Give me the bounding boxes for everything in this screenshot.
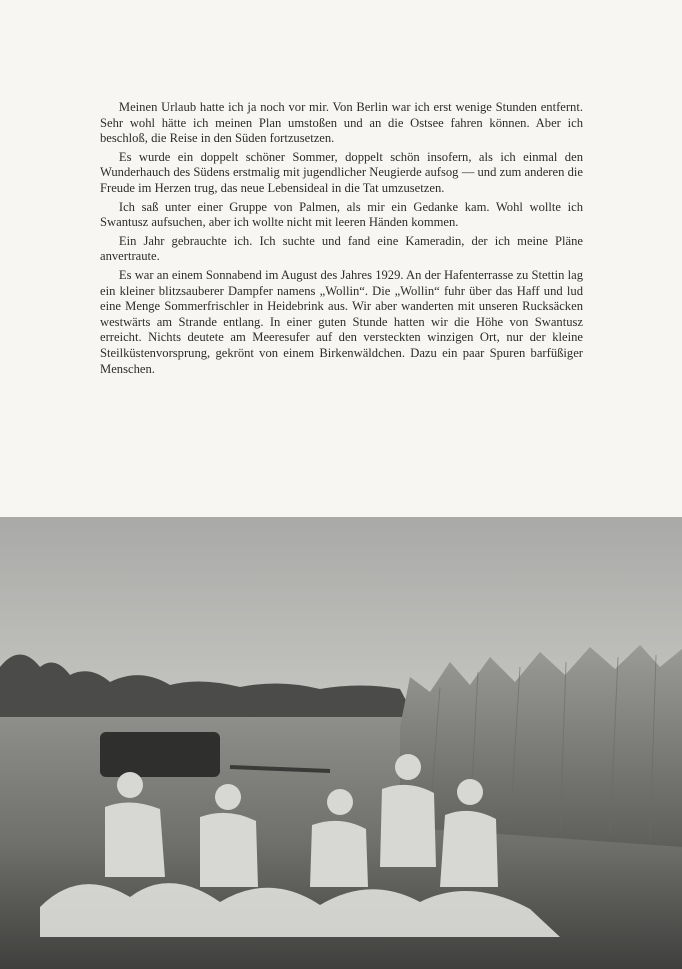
paragraph: Es wurde ein doppelt schöner Sommer, doppelt schön insofern, als ich einmal den Wunderhauch des Südens erstmalig mit jugendlicher Neugierde aufsog — und zum anderen die Freude im Herzen trug, das neue Lebensideal in die Tat umzusetzen.	[100, 149, 583, 195]
lake-bathers-photograph	[0, 517, 682, 969]
reeds	[400, 645, 682, 847]
paragraph: Es war an einem Sonnabend im August des Jahres 1929. An der Hafenterrasse zu Stettin lag ein kleiner blitzsauberer Dampfer namens „Wollin“. Die „Wollin“ fuhr über das Haff und lud eine Menge Sommerfrischler in Heidebrink aus. Wir aber wanderten mit unseren Rucksäcken westwärts am Strande entlang. In einer guten Stunde hatten wir die Höhe von Swantusz erreicht. Nichts deutete am Meeresufer auf den versteckten winzigen Ort, nur der kleine Steilküstenvorsprung, gekrönt von einem Birkenwäldchen. Dazu ein paar Spuren barfüßiger Menschen.	[100, 267, 583, 376]
boat	[100, 732, 220, 777]
paragraph: Ein Jahr gebrauchte ich. Ich suchte und fand eine Kameradin, der ich meine Pläne anvertraute.	[100, 233, 583, 264]
paragraph: Meinen Urlaub hatte ich ja noch vor mir. Von Berlin war ich erst wenige Stunden entfernt. Sehr wohl hätte ich meinen Plan umstoßen und an die Ostsee fahren können. Aber ich beschloß, die Reise in den Süden fortzusetzen.	[100, 100, 583, 146]
text-column	[100, 100, 583, 380]
paragraph: Ich saß unter einer Gruppe von Palmen, als mir ein Gedanke kam. Wohl wollte ich Swantusz aufsuchen, aber ich wollte nicht mit leeren Händen kommen.	[100, 199, 583, 230]
